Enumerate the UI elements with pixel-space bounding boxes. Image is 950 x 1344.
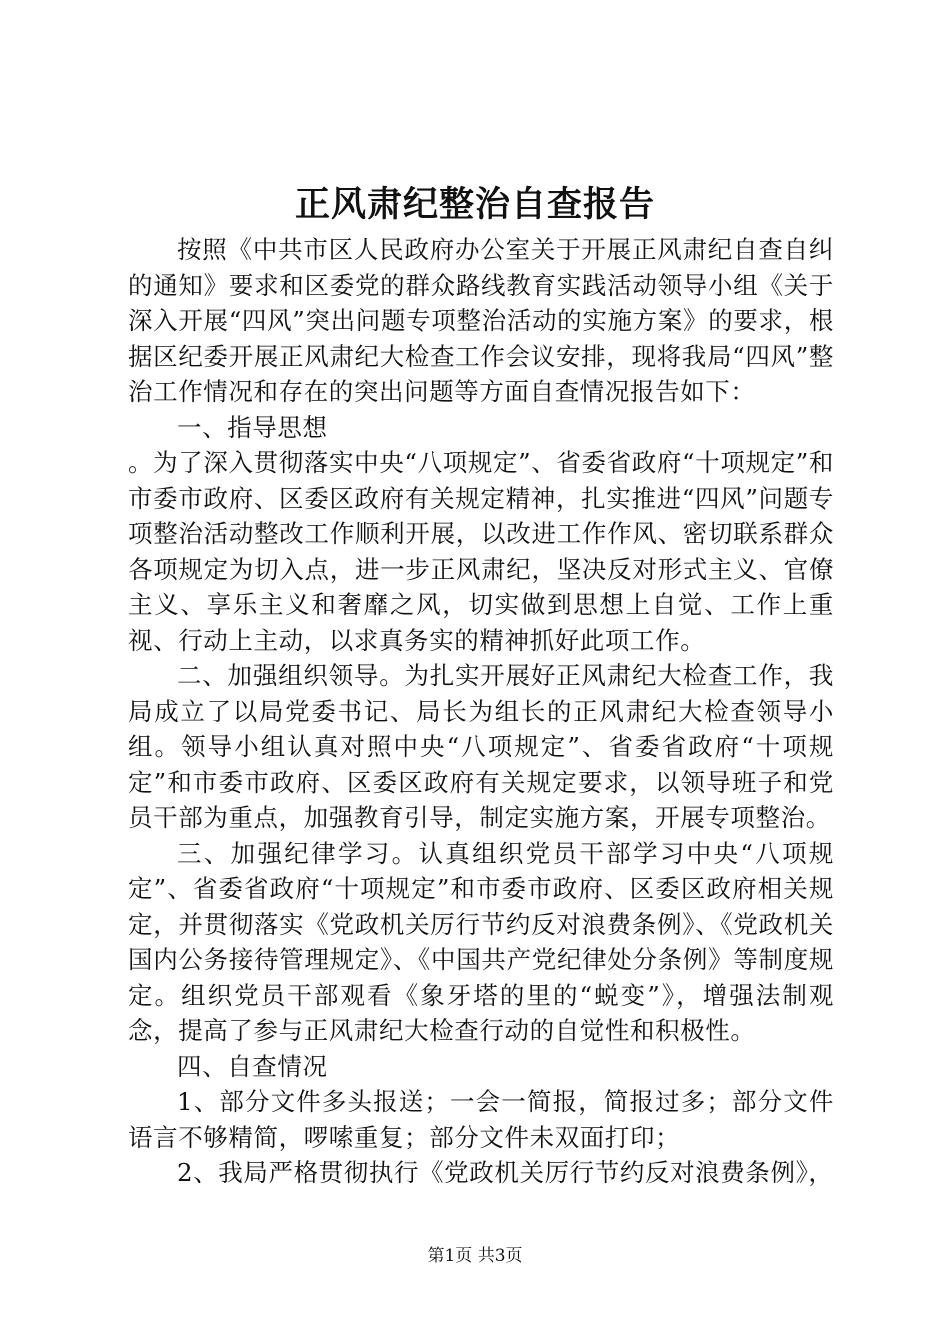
paragraph-intro: 按照《中共市区人民政府办公室关于开展正风肃纪自查自纠的通知》要求和区委党的群众路线教育实践活动领导小组《关于深入开展“四风”突出问题专项整治活动的实施方案》的要求，根据区纪委开展正风肃纪大检查工作会议安排，现将我局“四风”整治工作情况和存在的突出问题等方面自查情况报告如下： [128, 235, 834, 406]
section-heading-self-inspection: 四、自查情况 [177, 1051, 328, 1081]
paragraph-discipline-study: 三、加强纪律学习。认真组织党员干部学习中央“八项规定”、省委省政府“十项规定”和市委市政府、区委区政府相关规定，并贯彻落实《党政机关厉行节约反对浪费条例》、《党政机关国内公务接待管理规定》、《中国共产党纪律处分条例》等制度规定。组织党员干部观看《象牙塔的里的“蜕变”》，增强法制观念，提高了参与正风肃纪大检查行动的自觉性和积极性。 [128, 838, 834, 1045]
section-heading-guiding-ideology: 一、指导思想 [177, 412, 328, 442]
list-item-1: 1、部分文件多头报送；一会一简报，简报过多；部分文件语言不够精简，啰嗦重复；部分文件未双面打印； [128, 1087, 834, 1152]
list-item-2: 2、我局严格贯彻执行《党政机关厉行节约反对浪费条例》， [177, 1158, 834, 1187]
paragraph-organization-leadership: 二、加强组织领导。为扎实开展好正风肃纪大检查工作，我局成立了以局党委书记、局长为组长的正风肃纪大检查领导小组。领导小组认真对照中央“八项规定”、省委省政府“十项规定”和市委市政府、区委区政府有关规定要求，以领导班子和党员干部为重点，加强教育引导，制定实施方案，开展专项整治。 [128, 661, 834, 832]
document-title: 正风肃纪整治自查报告 [294, 184, 655, 225]
document-body [128, 232, 834, 1191]
page-footer: 第1页 共3页 [427, 1246, 523, 1266]
paragraph-guiding-ideology: 。为了深入贯彻落实中央“八项规定”、省委省政府“十项规定”和市委市政府、区委区政府有关规定精神，扎实推进“四风”问题专项整治活动整改工作顺利开展，以改进工作作风、密切联系群众各项规定为切入点，进一步正风肃纪，坚决反对形式主义、官僚主义、享乐主义和奢靡之风，切实做到思想上自觉、工作上重视、行动上主动，以求真务实的精神抓好此项工作。 [128, 448, 834, 655]
